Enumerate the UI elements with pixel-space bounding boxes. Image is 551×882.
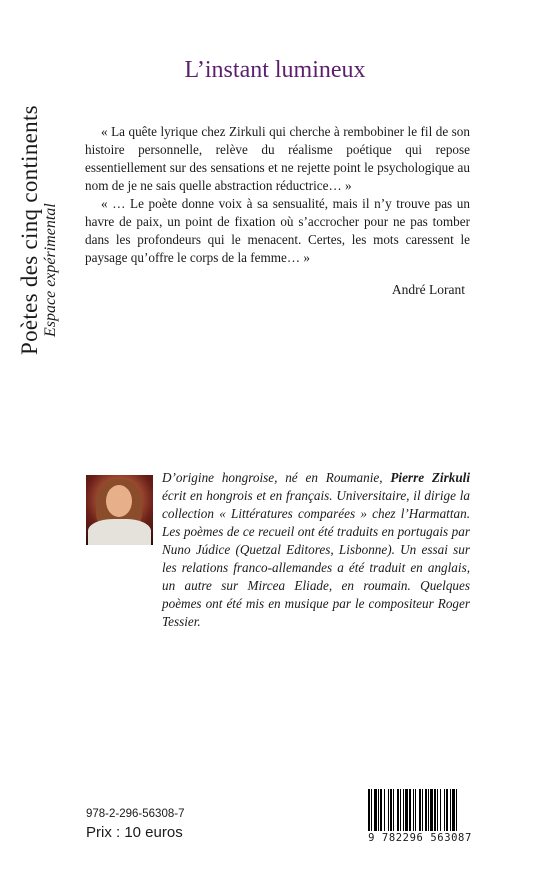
barcode-digits: 9 782296 563087	[360, 831, 480, 845]
barcode-bar	[446, 789, 448, 833]
barcode-bar	[405, 789, 408, 833]
photo-shirt	[88, 519, 151, 545]
barcode-bar	[393, 789, 394, 833]
bio-body: écrit en hongrois et en français. Universitaire, il dirige la collection « Littératures comparées » chez l’Harmattan. Les poèmes de ce recueil ont été traduits en portugais par Nuno Júdice (Quetzal Editores, Lisbonne). Un essai sur les relations franco-allemandes a été traduit en anglais, un autre sur Mircea Eliade, en roumain. Quelques poèmes ont été mis en musique par le compositeur Roger Tessier.	[162, 488, 470, 629]
barcode-bar	[425, 789, 427, 833]
barcode-bar	[409, 789, 411, 833]
review-quotes	[85, 123, 470, 267]
barcode-bar	[430, 789, 433, 833]
barcode-bar	[378, 789, 379, 833]
barcode-bar	[390, 789, 392, 833]
bio-intro: D’origine hongroise, né en Roumanie,	[162, 470, 391, 485]
barcode-bar	[384, 789, 385, 833]
quote-paragraph-2: « … Le poète donne voix à sa sensualité, mais il n’y trouve pas un havre de paix, un point de fixation où s’accrocher pour ne pas tomber dans les profondeurs qui le menacent. Certes, les mots caressent le paysage qu’offre le corps de la femme… »	[85, 196, 470, 265]
barcode-bar	[456, 789, 457, 833]
barcode-bar	[400, 789, 401, 833]
series-title: Poètes des cinq continents	[17, 105, 42, 355]
barcode-bar	[428, 789, 429, 833]
barcode-bar	[371, 789, 372, 833]
barcode-bar	[368, 789, 370, 833]
barcode-bar	[437, 789, 438, 833]
barcode-bar	[452, 789, 455, 833]
price: Prix : 10 euros	[86, 824, 183, 841]
barcode-bar	[415, 789, 416, 833]
barcode-bar	[419, 789, 421, 833]
author-bio	[162, 469, 470, 631]
series-subtitle: Espace expérimental	[42, 203, 59, 337]
book-title: L’instant lumineux	[184, 57, 366, 83]
barcode-bars	[366, 789, 474, 833]
barcode-bar	[403, 789, 404, 833]
barcode-bar	[388, 789, 389, 833]
barcode-bar	[374, 789, 377, 833]
barcode-bar	[397, 789, 399, 833]
quote-paragraph-1: « La quête lyrique chez Zirkuli qui cherche à rembobiner le fil de son histoire personnelle, relève du réalisme poétique qui repose essentiellement sur des sensations et ne rejette point le psychologique au nom de je ne sais quelle abstraction réductrice… »	[85, 124, 470, 193]
bio-author-name: Pierre Zirkuli	[390, 470, 470, 485]
barcode-bar	[422, 789, 423, 833]
barcode-bar	[440, 789, 441, 833]
barcode-bar	[413, 789, 414, 833]
quote-author: André Lorant	[391, 282, 465, 297]
author-photo	[86, 475, 153, 545]
barcode-bar	[450, 789, 451, 833]
isbn: 978-2-296-56308-7	[86, 808, 185, 820]
photo-face	[106, 485, 132, 517]
barcode-bar	[434, 789, 436, 833]
barcode-bar	[444, 789, 445, 833]
barcode-bar	[380, 789, 382, 833]
barcode	[360, 789, 480, 847]
